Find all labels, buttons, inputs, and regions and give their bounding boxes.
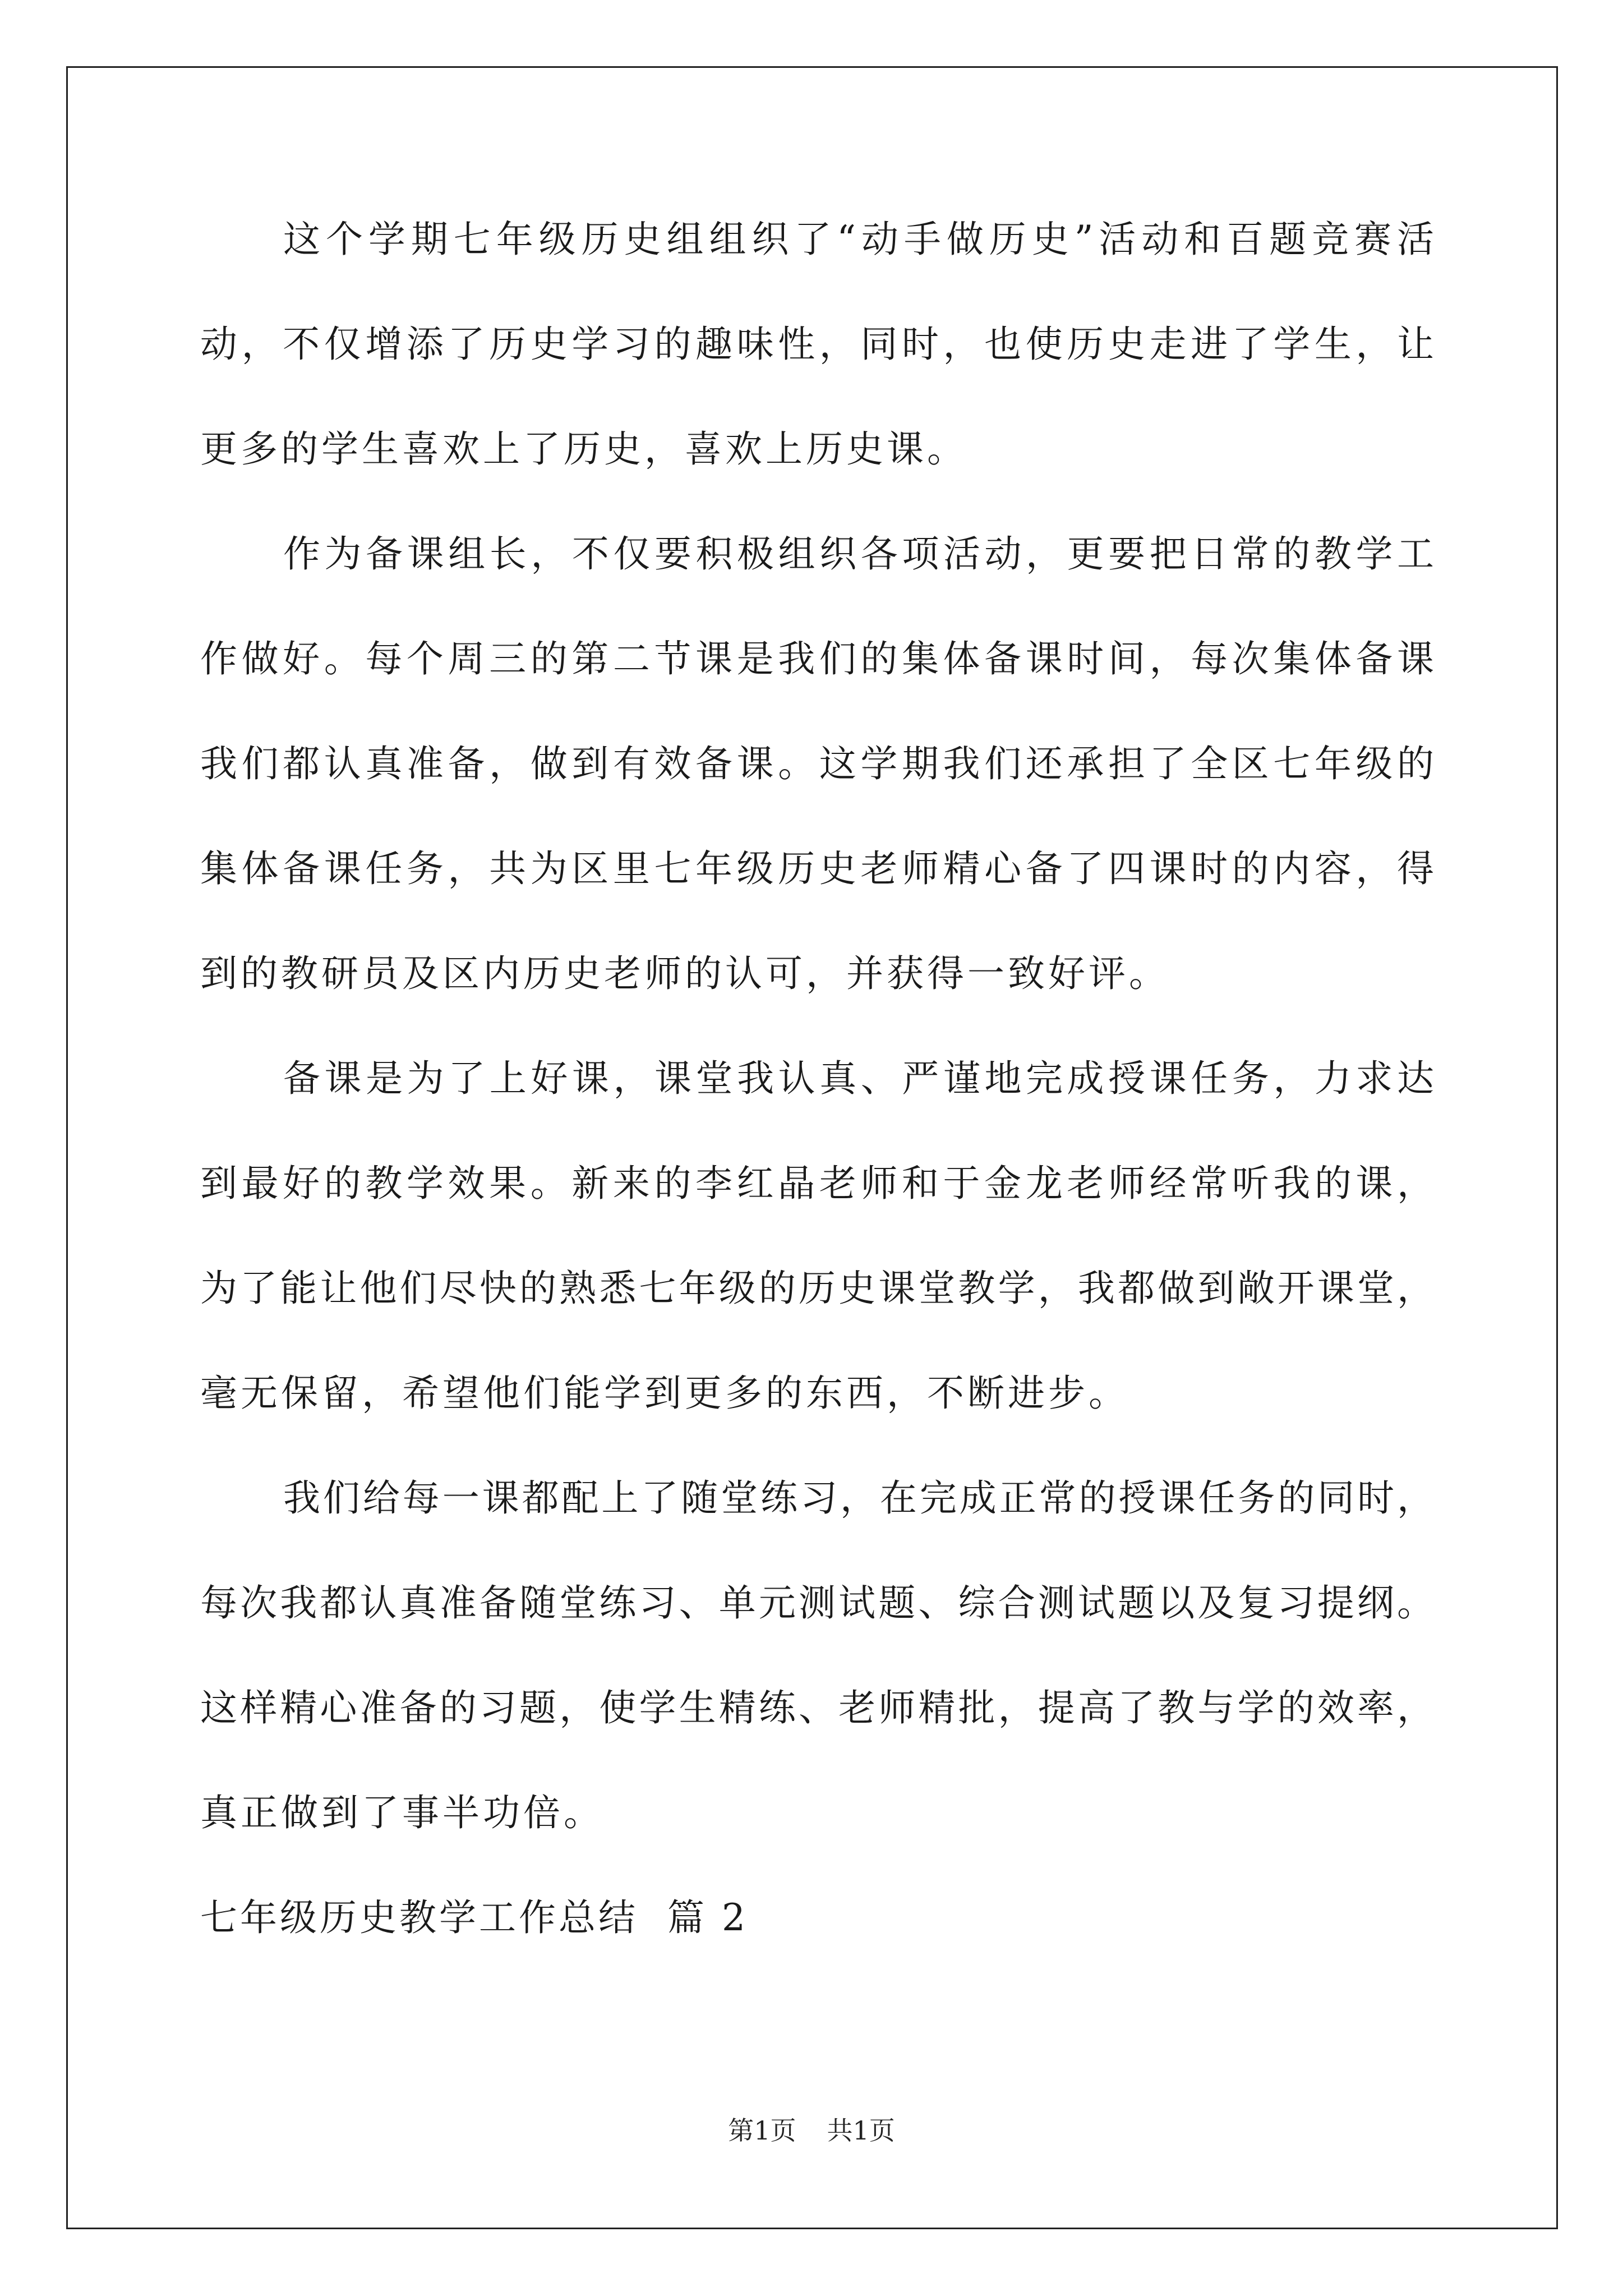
paragraph-1-line-3: 更多的学生喜欢上了历史，喜欢上历史课。 (200, 427, 967, 471)
paragraph-1-line-2: 动，不仅增添了历史学习的趣味性，同时，也使历史走进了学生，让 (200, 323, 1434, 366)
paragraph-2-line-4: 集体备课任务，共为区里七年级历史老师精心备了四课时的内容，得 (200, 847, 1434, 890)
paragraph-2-line-2: 作做好。每个周三的第二节课是我们的集体备课时间，每次集体备课 (200, 637, 1434, 680)
paragraph-1-line-1: 这个学期七年级历史组组织了“动手做历史”活动和百题竞赛活 (283, 218, 1434, 261)
paragraph-4-line-2: 每次我都认真准备随堂练习、单元测试题、综合测试题以及复习提纲。 (200, 1581, 1434, 1625)
page-number: 第1页 (728, 2115, 796, 2146)
paragraph-3-line-3: 为了能让他们尽快的熟悉七年级的历史课堂教学，我都做到敞开课堂， (200, 1267, 1434, 1310)
paragraph-2-line-3: 我们都认真准备，做到有效备课。这学期我们还承担了全区七年级的 (200, 742, 1434, 785)
paragraph-4-line-4: 真正做到了事半功倍。 (200, 1791, 604, 1834)
paragraph-3-line-2: 到最好的教学效果。新来的李红晶老师和于金龙老师经常听我的课， (200, 1162, 1434, 1205)
paragraph-3-line-4: 毫无保留，希望他们能学到更多的东西，不断进步。 (200, 1372, 1129, 1415)
paragraph-2-line-1: 作为备课组长，不仅要积极组织各项活动，更要把日常的教学工 (283, 532, 1434, 576)
page-total: 共1页 (827, 2115, 895, 2146)
paragraph-4-line-3: 这样精心准备的习题，使学生精练、老师精批，提高了教与学的效率， (200, 1686, 1434, 1729)
paragraph-4-line-1: 我们给每一课都配上了随堂练习，在完成正常的授课任务的同时， (283, 1476, 1434, 1520)
paragraph-2-line-5: 到的教研员及区内历史老师的认可，并获得一致好评。 (200, 952, 1169, 995)
section-heading: 七年级历史教学工作总结 篇 2 (200, 1896, 748, 1939)
page-footer (0, 2114, 1623, 2147)
paragraph-3-line-1: 备课是为了上好课，课堂我认真、严谨地完成授课任务，力求达 (283, 1057, 1434, 1100)
